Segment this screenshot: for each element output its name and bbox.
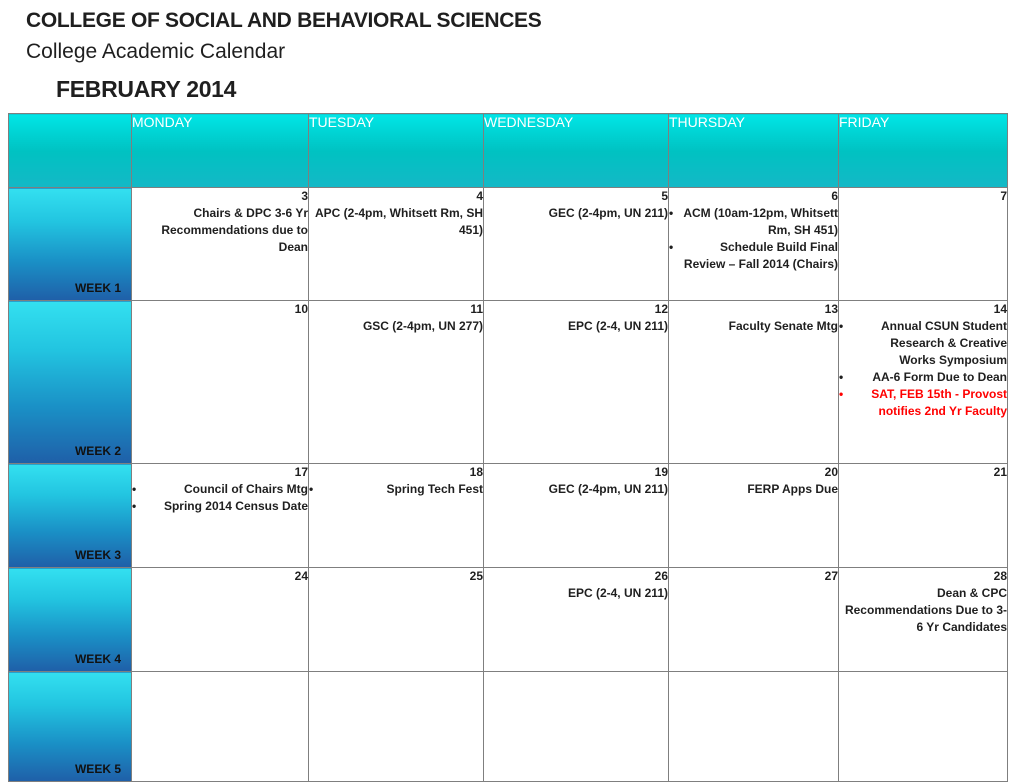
weekday-header-thursday: THURSDAY <box>669 114 839 188</box>
calendar-event: EPC (2-4, UN 211) <box>567 586 668 600</box>
calendar-event: GEC (2-4pm, UN 211) <box>548 206 668 220</box>
day-cell[interactable] <box>132 188 309 301</box>
calendar-event: Faculty Senate Mtg <box>728 319 838 333</box>
calendar-event: Chairs & DPC 3-6 Yr Recommendations due to Dean <box>161 206 308 254</box>
day-cell[interactable] <box>669 301 839 464</box>
calendar-subtitle: College Academic Calendar <box>26 40 286 63</box>
day-number: 5 <box>661 189 668 203</box>
day-number: 14 <box>993 302 1007 316</box>
week-label: WEEK 3 <box>74 548 121 562</box>
day-number: 17 <box>294 465 308 479</box>
day-cell[interactable] <box>839 188 1008 301</box>
weekday-header-friday: FRIDAY <box>839 114 1008 188</box>
calendar-event: • AA-6 Form Due to Dean <box>839 369 1007 386</box>
calendar-event: • SAT, FEB 15th - Provost notifies 2nd Yr Faculty <box>839 386 1007 420</box>
calendar-event: • Council of Chairs Mtg <box>132 481 308 498</box>
week-label-cell <box>9 188 132 301</box>
day-number: 26 <box>654 569 668 583</box>
day-cell[interactable] <box>839 568 1008 672</box>
day-cell[interactable] <box>309 568 484 672</box>
week-label: WEEK 5 <box>74 762 121 776</box>
day-cell[interactable] <box>669 568 839 672</box>
calendar-event: APC (2-4pm, Whitsett Rm, SH 451) <box>314 206 483 237</box>
weekday-header-wednesday: WEDNESDAY <box>484 114 669 188</box>
week-row <box>9 301 1008 464</box>
day-cell[interactable] <box>309 672 484 782</box>
calendar-event: • ACM (10am-12pm, Whitsett Rm, SH 451) <box>669 205 838 239</box>
calendar-event: • Annual CSUN Student Research & Creative Works Symposium <box>839 318 1007 369</box>
day-number: 12 <box>654 302 668 316</box>
week-label: WEEK 2 <box>74 444 121 458</box>
day-number: 25 <box>469 569 483 583</box>
college-title: COLLEGE OF SOCIAL AND BEHAVIORAL SCIENCES <box>26 9 542 32</box>
calendar-event: GEC (2-4pm, UN 211) <box>548 482 668 496</box>
day-cell[interactable] <box>669 464 839 568</box>
day-cell[interactable] <box>132 301 309 464</box>
day-number: 13 <box>824 302 838 316</box>
day-number: 27 <box>824 569 838 583</box>
day-number: 20 <box>824 465 838 479</box>
weekday-header-tuesday: TUESDAY <box>309 114 484 188</box>
day-cell[interactable] <box>839 672 1008 782</box>
week-row <box>9 672 1008 782</box>
day-number: 24 <box>294 569 308 583</box>
day-cell[interactable] <box>484 672 669 782</box>
calendar-event: • Schedule Build Final Review – Fall 2014 (Chairs) <box>669 239 838 273</box>
day-cell[interactable] <box>484 464 669 568</box>
calendar-event: GSC (2-4pm, UN 277) <box>362 319 483 333</box>
week-label: WEEK 4 <box>74 652 121 666</box>
week-label-cell <box>9 672 132 782</box>
day-cell[interactable] <box>132 568 309 672</box>
header-corner-cell <box>9 114 132 188</box>
week-label: WEEK 1 <box>74 281 121 295</box>
day-cell[interactable] <box>309 301 484 464</box>
day-number: 21 <box>993 465 1007 479</box>
calendar-table <box>8 113 1008 782</box>
day-number: 11 <box>470 302 483 316</box>
day-number: 18 <box>469 465 483 479</box>
day-number: 4 <box>476 189 483 203</box>
week-row <box>9 188 1008 301</box>
day-cell[interactable] <box>309 188 484 301</box>
day-number: 10 <box>294 302 308 316</box>
day-cell[interactable] <box>309 464 484 568</box>
day-number: 28 <box>993 569 1007 583</box>
calendar-event: FERP Apps Due <box>747 482 838 496</box>
calendar-event: EPC (2-4, UN 211) <box>567 319 668 333</box>
calendar-event: Dean & CPC Recommendations Due to 3-6 Yr Candidates <box>844 586 1007 634</box>
day-number: 7 <box>1000 189 1007 203</box>
day-cell[interactable] <box>484 568 669 672</box>
week-row <box>9 568 1008 672</box>
day-cell[interactable] <box>839 301 1008 464</box>
week-label-cell <box>9 464 132 568</box>
month-title: FEBRUARY 2014 <box>56 76 237 102</box>
day-cell[interactable] <box>132 672 309 782</box>
day-number: 19 <box>654 465 668 479</box>
weekday-header-row <box>9 114 1008 188</box>
day-number: 3 <box>301 189 308 203</box>
week-label-cell <box>9 568 132 672</box>
day-cell[interactable] <box>484 301 669 464</box>
week-row <box>9 464 1008 568</box>
day-number: 6 <box>831 189 838 203</box>
day-cell[interactable] <box>484 188 669 301</box>
weekday-header-monday: MONDAY <box>132 114 309 188</box>
calendar-event: • Spring Tech Fest <box>309 481 483 498</box>
week-label-cell <box>9 301 132 464</box>
day-cell[interactable] <box>669 672 839 782</box>
calendar-event: • Spring 2014 Census Date <box>132 498 308 515</box>
day-cell[interactable] <box>839 464 1008 568</box>
day-cell[interactable] <box>132 464 309 568</box>
day-cell[interactable] <box>669 188 839 301</box>
